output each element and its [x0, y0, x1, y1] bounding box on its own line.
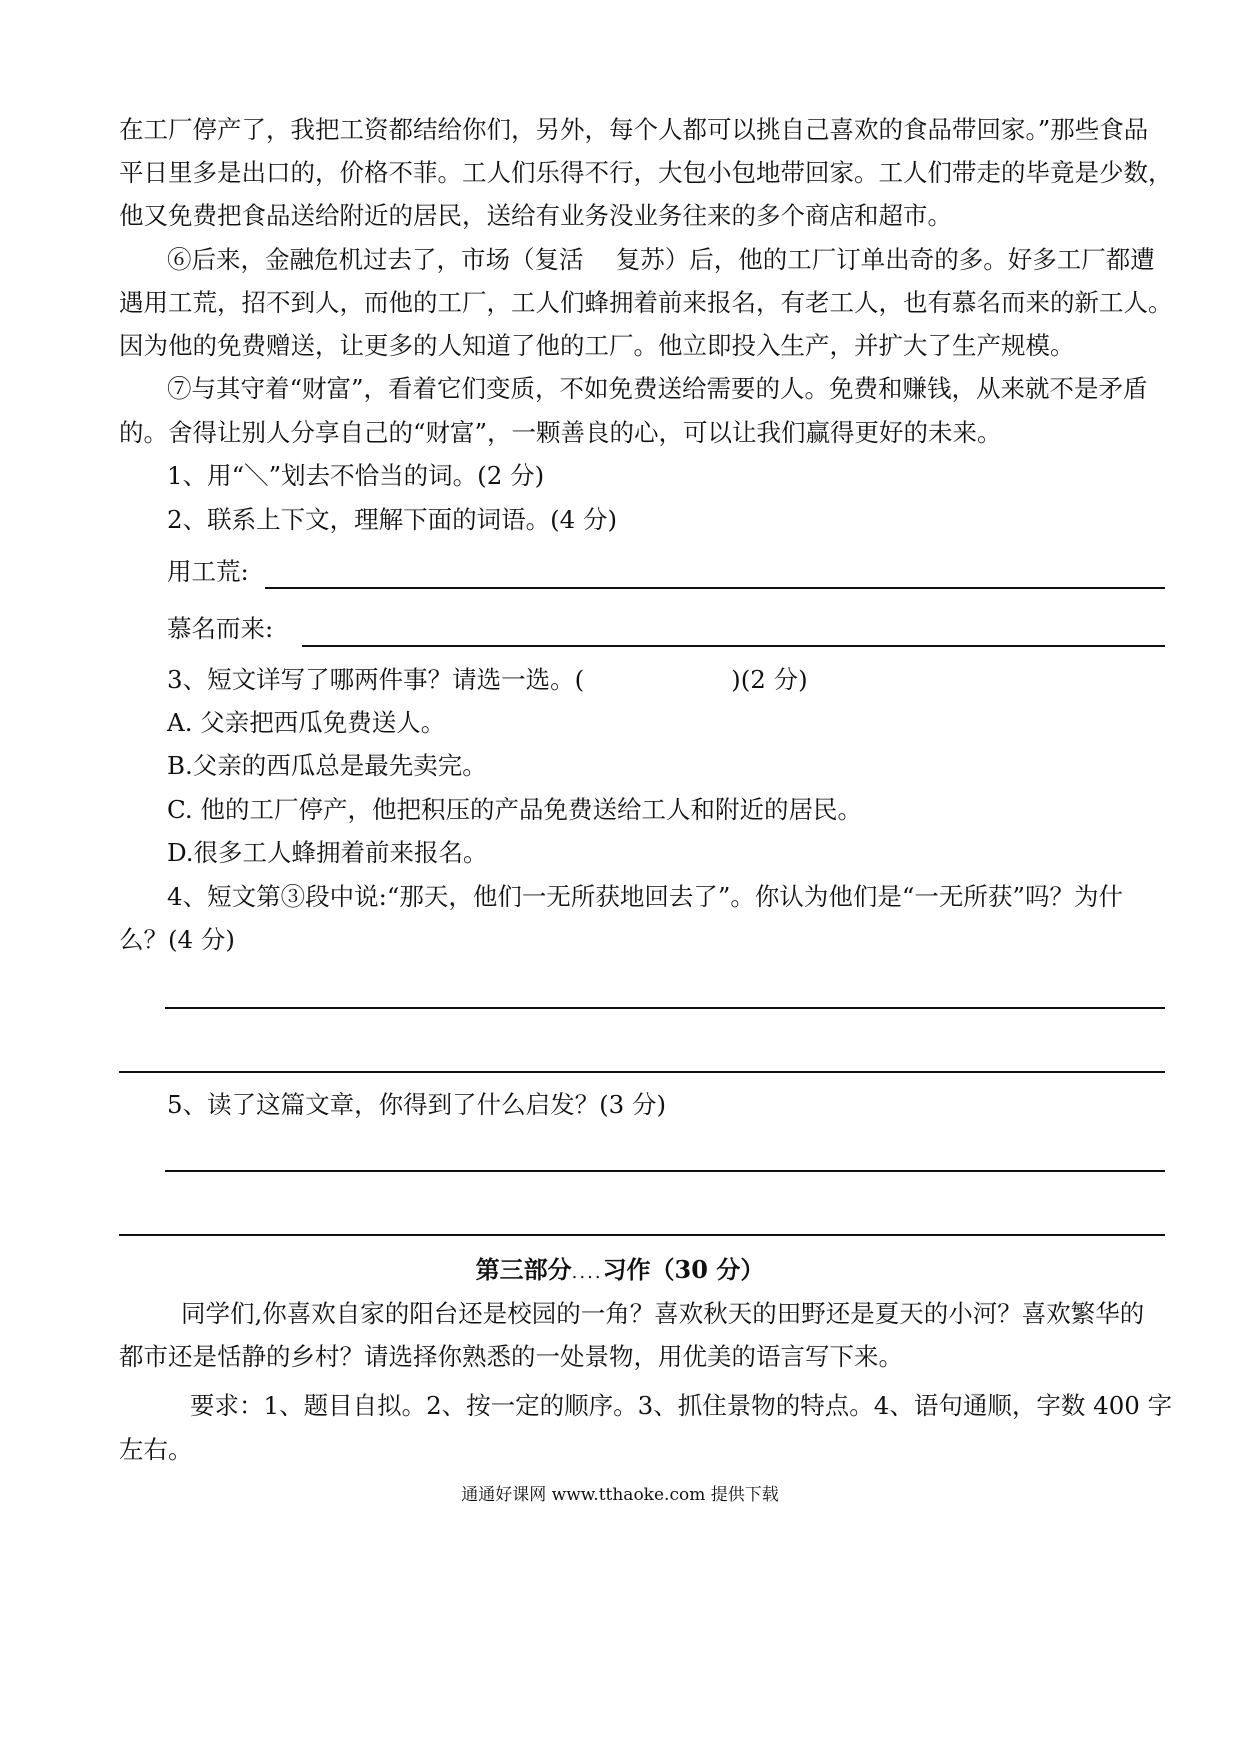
passage-line: 在工厂停产了，我把工资都结给你们，另外，每个人都可以挑自己喜欢的食品带回家。”那些食品: [119, 115, 1149, 144]
q2-answer-line-1[interactable]: [265, 587, 1165, 589]
q4-answer-line-1[interactable]: [165, 1007, 1165, 1009]
option-a: A. 父亲把西瓜免费送人。: [167, 708, 446, 737]
passage-line: 遇用工荒，招不到人，而他的工厂，工人们蜂拥着前来报名，有老工人，也有慕名而来的新工人。: [119, 288, 1173, 317]
question-2: 2、联系上下文，理解下面的词语。(4 分): [167, 505, 618, 534]
q2-term-label: 用工荒:: [167, 557, 249, 586]
q2-term-label: 慕名而来:: [167, 614, 274, 643]
footer-source: 通通好课网 www.tthaoke.com 提供下载: [461, 1485, 779, 1505]
section-3-title-dots: ....: [571, 1262, 603, 1283]
passage-line: ⑥后来，金融危机过去了，市场（复活 复苏）后，他的工厂订单出奇的多。好多工厂都遭: [167, 245, 1155, 274]
passage-line: 因为他的免费赠送，让更多的人知道了他的工厂。他立即投入生产，并扩大了生产规模。: [119, 331, 1075, 360]
writing-prompt-line: 同学们,你喜欢自家的阳台还是校园的一角？喜欢秋天的田野还是夏天的小河？喜欢繁华的: [181, 1299, 1145, 1328]
passage-line: 平日里多是出口的，价格不菲。工人们乐得不行，大包小包地带回家。工人们带走的毕竟是少数，: [119, 158, 1173, 187]
q5-answer-line-1[interactable]: [165, 1170, 1165, 1172]
question-1: 1、用“＼”划去不恰当的词。(2 分): [167, 461, 545, 490]
question-4-cont: 么？(4 分): [119, 925, 235, 954]
option-b: B.父亲的西瓜总是最先卖完。: [167, 751, 487, 780]
option-d: D.很多工人蜂拥着前来报名。: [167, 838, 488, 867]
question-5: 5、读了这篇文章，你得到了什么启发？(3 分): [167, 1090, 667, 1119]
section-3-title-part1: 第三部分: [475, 1255, 572, 1284]
requirements-line: 左右。: [119, 1435, 193, 1464]
q4-answer-line-2[interactable]: [119, 1071, 1165, 1073]
question-3: 3、短文详写了哪两件事？请选一选。( )(2 分): [167, 665, 808, 694]
q2-answer-line-2[interactable]: [302, 645, 1165, 647]
section-3-title-part2: 习作（30 分）: [602, 1255, 765, 1284]
question-4: 4、短文第③段中说:“那天，他们一无所获地回去了”。你认为他们是“一无所获”吗？为什: [167, 882, 1123, 911]
requirements-line: 要求：1、题目自拟。2、按一定的顺序。3、抓住景物的特点。4、语句通顺，字数 400 字: [190, 1391, 1173, 1420]
writing-prompt-line: 都市还是恬静的乡村？请选择你熟悉的一处景物，用优美的语言写下来。: [119, 1342, 903, 1371]
passage-line: 他又免费把食品送给附近的居民，送给有业务没业务往来的多个商店和超市。: [119, 201, 952, 230]
q5-answer-line-2[interactable]: [119, 1234, 1165, 1236]
option-c: C. 他的工厂停产，他把积压的产品免费送给工人和附近的居民。: [167, 795, 862, 824]
passage-line: ⑦与其守着“财富”，看着它们变质，不如免费送给需要的人。免费和赚钱，从来就不是矛盾: [167, 374, 1148, 403]
section-3-title: [0, 1255, 1240, 1288]
passage-line: 的。舍得让别人分享自己的“财富”，一颗善良的心，可以让我们赢得更好的未来。: [119, 418, 1002, 447]
